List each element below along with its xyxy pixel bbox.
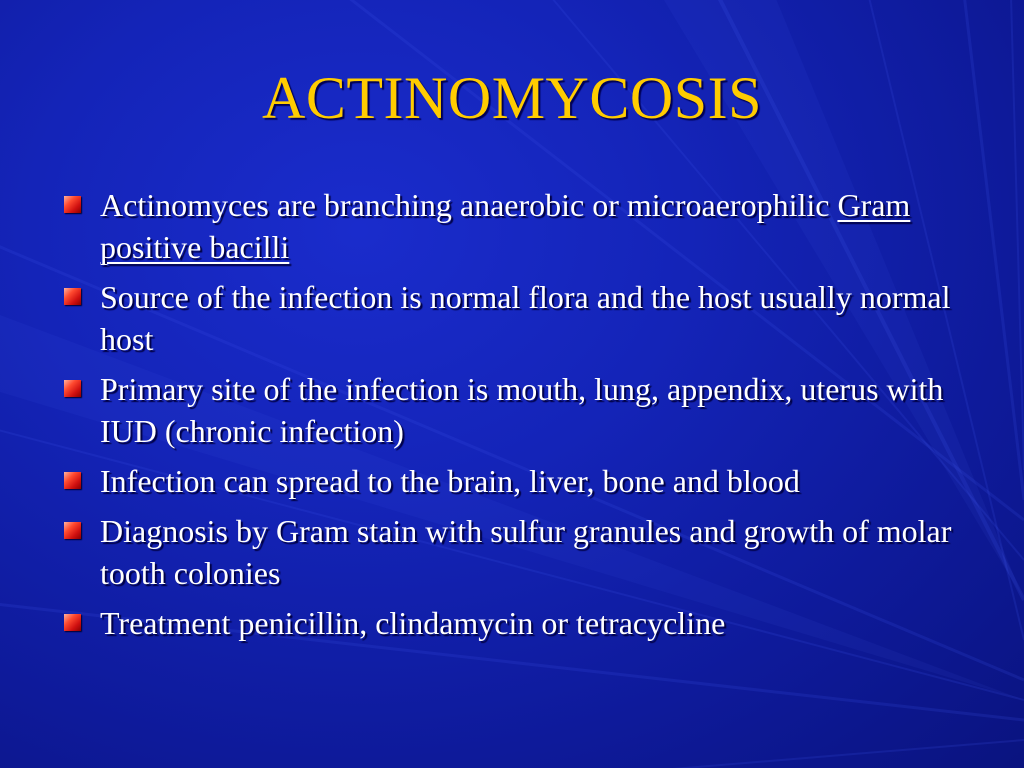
bullet-item xyxy=(62,602,972,644)
bullet-text: Diagnosis by Gram stain with sulfur granules and growth of molar tooth colonies xyxy=(100,513,952,591)
red-square-bullet-icon xyxy=(64,522,81,539)
red-square-bullet-icon xyxy=(64,472,81,489)
bullet-text: Actinomyces are branching anaerobic or microaerophilic xyxy=(100,187,838,223)
bullet-item xyxy=(62,276,972,360)
bullet-text: Infection can spread to the brain, liver, bone and blood xyxy=(100,463,800,499)
slide-title: ACTINOMYCOSIS xyxy=(262,65,762,131)
gram-positive-bacilli-link[interactable]: Gram positive bacilli xyxy=(100,187,911,265)
bullet-item xyxy=(62,460,972,502)
bullet-list xyxy=(62,184,972,652)
bullet-text: Treatment penicillin, clindamycin or tetracycline xyxy=(100,605,726,641)
bullet-text: Source of the infection is normal flora and the host usually normal host xyxy=(100,279,951,357)
bullet-item xyxy=(62,510,972,594)
red-square-bullet-icon xyxy=(64,380,81,397)
red-square-bullet-icon xyxy=(64,196,81,213)
red-square-bullet-icon xyxy=(64,288,81,305)
bullet-item xyxy=(62,368,972,452)
bullet-text: Primary site of the infection is mouth, lung, appendix, uterus with IUD (chronic infection) xyxy=(100,371,944,449)
bullet-item xyxy=(62,184,972,268)
red-square-bullet-icon xyxy=(64,614,81,631)
